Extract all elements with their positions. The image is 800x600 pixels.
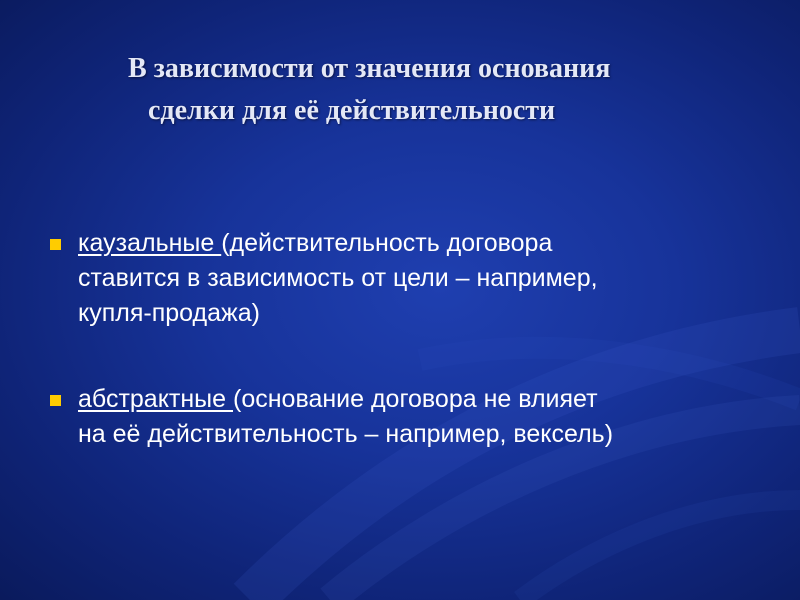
bullet-item-abstract [48,382,768,452]
slide-title-line-2: сделки для её действительности [148,95,556,126]
bullet-text-line: на её действительность – например, вексель) [78,420,614,448]
slide-title [0,48,800,132]
bullet-square-icon [50,395,61,406]
bullet-text-line: (действительность договора [221,229,553,257]
bullet-item-causal [48,226,768,331]
bullet-text-line: (основание договора не влияет [233,385,598,413]
bullet-term: каузальные [78,229,222,257]
bullet-term: абстрактные [78,385,233,413]
slide-title-line-1: В зависимости от значения основания [128,53,611,84]
bullet-square-icon [50,239,61,250]
bullet-list [48,226,768,452]
bullet-text-line: ставится в зависимость от цели – например, [78,264,598,292]
bullet-text-line: купля-продажа) [78,299,260,327]
